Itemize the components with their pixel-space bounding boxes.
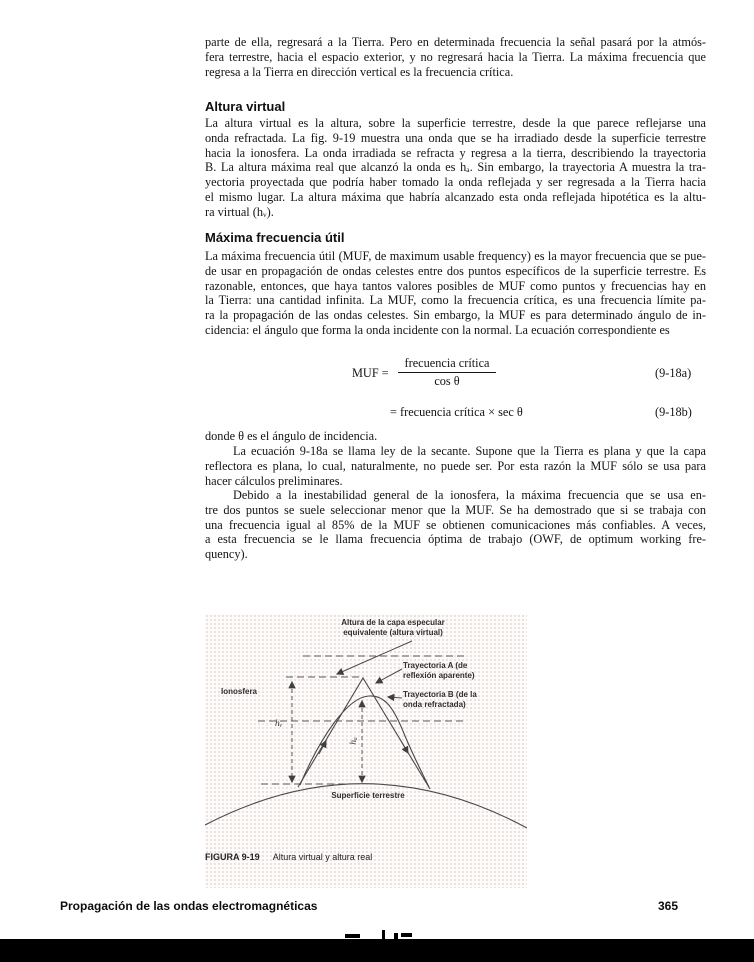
path-b-label-line2: onda refractada) bbox=[403, 699, 466, 709]
bottom-black-bar bbox=[0, 939, 754, 962]
figure-top-label-line1: Altura de la capa especular bbox=[341, 618, 445, 627]
text-line: el mismo lugar. La altura máxima que habría alcanzado esta onda reflejada hipotética es la altu- bbox=[205, 189, 706, 204]
fraction-denominator: cos θ bbox=[398, 372, 496, 389]
text-line: fera terrestre, hacia el espacio exterior, y no regresará hacia la Tierra. La máxima frecuencia que bbox=[205, 49, 706, 64]
figure-top-label-line2: equivalente (altura virtual) bbox=[343, 627, 443, 637]
path-direction-arrow-up bbox=[319, 741, 326, 754]
text-line: regresa a la Tierra en dirección vertical es la frecuencia crítica. bbox=[205, 64, 514, 79]
surface-label: Superficie terrestre bbox=[331, 791, 405, 800]
equation-body: = frecuencia crítica × sec θ bbox=[390, 405, 523, 419]
intro-paragraph bbox=[205, 35, 706, 79]
text-line: razonable, entonces, que haya tantos valores posibles de MUF como puntos y frecuencias hay en bbox=[205, 278, 706, 293]
equation-number-a: (9-18a) bbox=[655, 366, 692, 380]
ionosphere-label: Ionosfera bbox=[221, 687, 258, 696]
text-line: reflectora es plana, lo cual, naturalmente, no puede ser. Por esta razón la MUF sólo se usa para bbox=[205, 458, 706, 473]
page-number: 365 bbox=[658, 899, 679, 913]
owf-paragraph bbox=[205, 488, 706, 562]
path-a-callout-arrow bbox=[376, 669, 402, 683]
actual-height-symbol: hₐ bbox=[348, 737, 359, 745]
text-line: quency). bbox=[205, 547, 248, 562]
section-heading-altura-virtual: Altura virtual bbox=[205, 99, 286, 114]
text-line: a esta frecuencia se le llama frecuencia óptima de trabajo (OWF, de optimum working fre- bbox=[205, 532, 706, 547]
fraction-numerator: frecuencia crítica bbox=[404, 356, 490, 370]
text-line: una frecuencia igual al 85% de la MUF se obtienen comunicaciones más confiables. A veces, bbox=[205, 517, 706, 532]
text-line: de usar en propagación de ondas celestes entre dos puntos específicos de la superficie terrestre. Es bbox=[205, 263, 706, 278]
text-line: Debido a la inestabilidad general de la ionosfera, la máxima frecuencia que se usa en- bbox=[233, 488, 706, 502]
text-line: cidencia: el ángulo que forma la onda incidente con la normal. La ecuación correspondiente es bbox=[205, 322, 670, 337]
equation-fraction bbox=[398, 356, 496, 389]
figure-top-label bbox=[288, 618, 498, 637]
text-line: hacer cálculos preliminares. bbox=[205, 473, 343, 488]
figure-diagram bbox=[205, 614, 527, 888]
path-a-label-line2: reflexión aparente) bbox=[403, 670, 475, 680]
running-title: Propagación de las ondas electromagnéticas bbox=[60, 899, 318, 913]
text-line: hacia la ionosfera. La onda irradiada se refracta y regresa a la tierra, describiendo la trayectoria bbox=[205, 145, 706, 160]
where-theta-line bbox=[205, 429, 706, 444]
text-line: donde θ es el ángulo de incidencia. bbox=[205, 429, 378, 443]
figure-9-19 bbox=[205, 614, 527, 888]
path-b-callout-arrow bbox=[388, 697, 402, 698]
text-line: onda refractada. La fig. 9-19 muestra una onda que se ha irradiado desde la superficie terrestre bbox=[205, 130, 706, 145]
altura-virtual-paragraph bbox=[205, 116, 706, 220]
text-line: La ecuación 9-18a se llama ley de la secante. Supone que la Tierra es plana y que la capa bbox=[233, 444, 706, 458]
path-a-label-line1: Trayectoria A (de bbox=[403, 661, 468, 670]
virtual-height-callout-arrow bbox=[337, 641, 412, 674]
path-b-curve bbox=[300, 696, 429, 787]
virtual-height-symbol: hᵥ bbox=[275, 719, 283, 729]
section-heading-muf: Máxima frecuencia útil bbox=[205, 230, 345, 245]
text-line: yectoria proyectada que podría haber tomado la onda reflejada y ser regresada a la Tierra hacia bbox=[205, 175, 706, 190]
text-line: parte de ella, regresará a la Tierra. Pero en determinada frecuencia la señal pasará por la atmós- bbox=[205, 35, 706, 49]
figure-caption-text: Altura virtual y altura real bbox=[272, 852, 373, 862]
equation-number-b: (9-18b) bbox=[655, 405, 692, 419]
text-line: ra virtual (hᵥ). bbox=[205, 204, 274, 219]
equation-lhs: MUF = bbox=[352, 366, 389, 380]
text-line: La máxima frecuencia útil (MUF, de maximum usable frequency) es la mayor frecuencia que se pue- bbox=[205, 249, 706, 263]
secant-law-paragraph bbox=[205, 444, 706, 488]
muf-paragraph bbox=[205, 249, 706, 338]
text-line: ra la propagación de las ondas celestes. Sin embargo, la MUF es para determinado ángulo de in- bbox=[205, 308, 706, 323]
figure-caption-tag: FIGURA 9-19 bbox=[205, 852, 260, 862]
text-line: la Tierra: una cantidad infinita. La MUF, como la frecuencia crítica, es una frecuencia límite pa- bbox=[205, 293, 706, 308]
text-line: La altura virtual es la altura, sobre la superficie terrestre, desde la que parece reflejarse una bbox=[205, 116, 706, 130]
text-line: tre dos puntos se suele seleccionar menor que la MUF. Se ha demostrado que si se trabaja con bbox=[205, 502, 706, 517]
path-a-label bbox=[403, 661, 513, 680]
figure-caption bbox=[205, 852, 525, 862]
path-direction-arrow-down bbox=[401, 741, 408, 753]
cutoff-text-fragment bbox=[345, 930, 435, 939]
path-b-label-line1: Trayectoria B (de la bbox=[403, 690, 477, 699]
text-line: B. La altura máxima real que alcanzó la onda es hₐ. Sin embargo, la trayectoria A muestra la tra- bbox=[205, 160, 706, 175]
path-b-label bbox=[403, 690, 513, 709]
